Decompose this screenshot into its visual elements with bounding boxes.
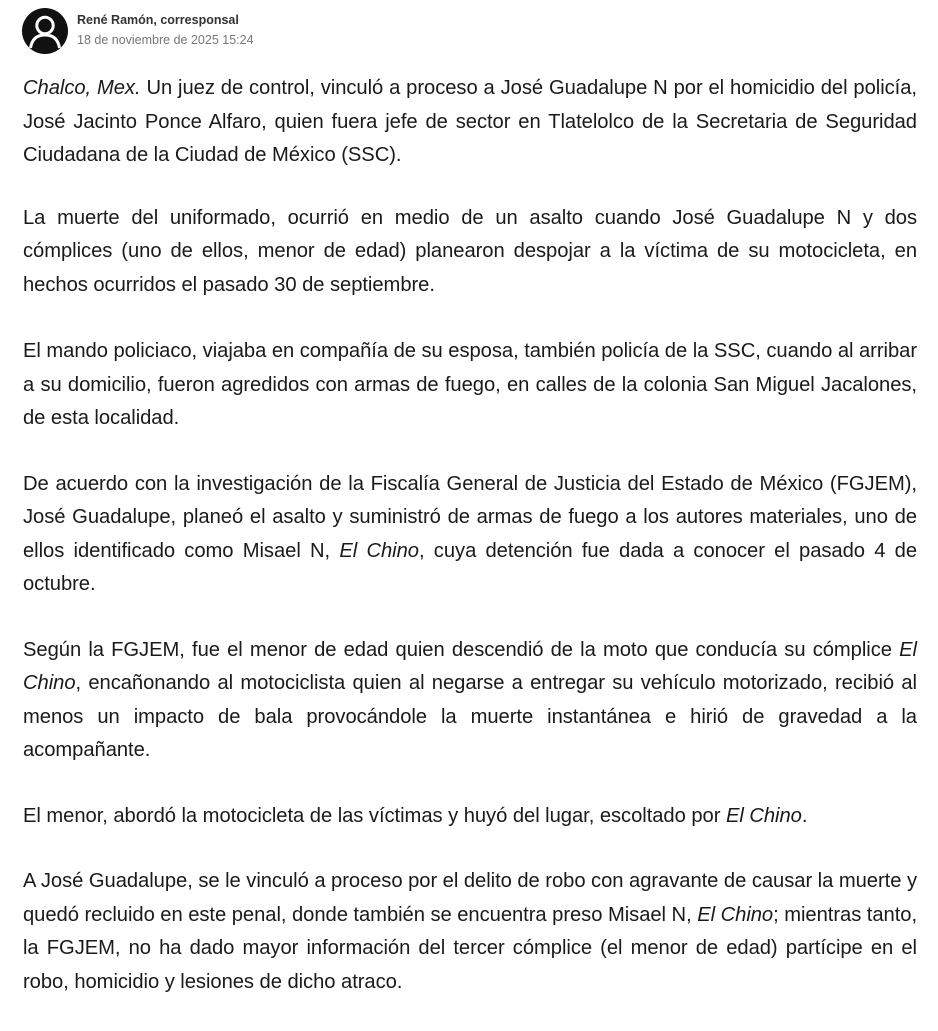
paragraph-6 [23,800,917,834]
paragraph-5-text-b: , encañonando al motociclista quien al negarse a entregar su vehículo motorizado, recibió al menos un impacto de bala provocándole la muerte instantánea e hirió de gravedad a la acompañante. [23,672,917,761]
paragraph-1-text: Un juez de control, vinculó a proceso a José Guadalupe N por el homicidio del policía, José Jacinto Ponce Alfaro, quien fuera jefe de sector en Tlatelolco de la Secretaria de Seguridad Ciudadana de la Ciudad de México (SSC). [23,77,917,166]
dateline: Chalco, Mex. [23,77,141,99]
paragraph-7 [23,865,917,999]
alias-el-chino: El Chino [725,804,802,827]
author-avatar[interactable] [22,8,68,54]
paragraph-4-text-b: , cuya detención fue dada a conocer el pasado 4 de octubre. [23,539,917,595]
paragraph-4 [23,468,917,602]
user-icon [22,8,68,54]
author-name[interactable]: René Ramón, corresponsal [77,13,239,27]
publish-date: 18 de noviembre de 2025 15:24 [77,33,254,47]
paragraph-4-text-a: De acuerdo con la investigación de la Fiscalía General de Justicia del Estado de México (FGJEM), José Guadalupe, planeó el asalto y suministró de armas de fuego a los autores materiales, uno de ellos identificado como Misael N, [23,472,917,562]
paragraph-7-text-b: ; mientras tanto, la FGJEM, no ha dado mayor información del tercer cómplice (el menor de edad) partícipe en el robo, homicidio y lesiones de dicho atraco. [23,903,918,993]
paragraph-5-text-a: Según la FGJEM, fue el menor de edad quien descendió de la moto que conducía su cómplice [23,638,900,661]
alias-el-chino: El Chino [23,638,917,694]
alias-el-chino: El Chino [339,539,419,562]
paragraph-5 [23,634,917,768]
paragraph-3: El mando policiaco, viajaba en compañía de su esposa, también policía de la SSC, cuando al arribar a su domicilio, fueron agredidos con armas de fuego, en calles de la colonia San Miguel Jacalones, de esta localidad. [23,340,917,429]
alias-el-chino: El Chino [697,903,774,926]
byline-text [77,14,254,48]
article-body [23,72,917,1031]
paragraph-6-text-a: El menor, abordó la motocicleta de las víctimas y huyó del lugar, escoltado por [23,804,726,827]
byline [22,8,254,54]
paragraph-7-text-a: A José Guadalupe, se le vinculó a proceso por el delito de robo con agravante de causar la muerte y quedó recluido en este penal, donde también se encuentra preso Misael N, [23,870,917,926]
paragraph-6-text-b: . [801,804,808,827]
paragraph-2: La muerte del uniformado, ocurrió en medio de un asalto cuando José Guadalupe N y dos cómplices (uno de ellos, menor de edad) planearon despojar a la víctima de su motocicleta, en hechos ocurridos el pasado 30 de septiembre. [23,206,917,296]
paragraph-1 [23,72,917,173]
